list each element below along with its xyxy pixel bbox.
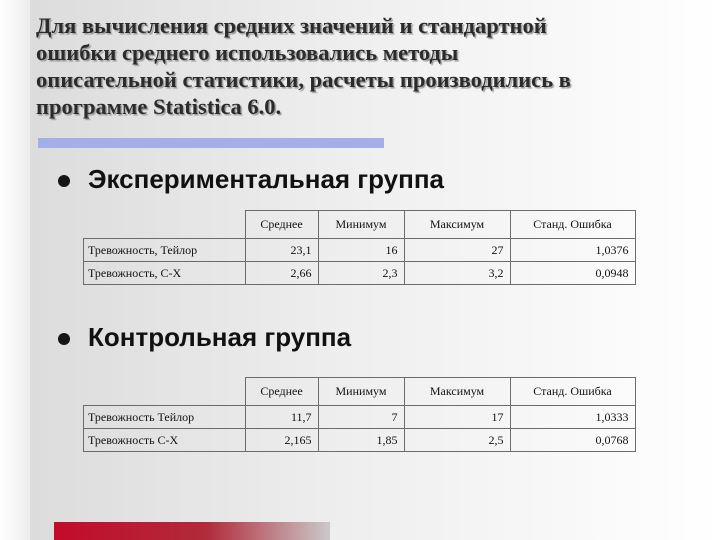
cell-mean: 2,66	[245, 262, 318, 285]
title-line-2: ошибки среднего использовались методы	[36, 40, 459, 65]
table-corner-cell	[84, 211, 246, 239]
cell-mean: 2,165	[245, 429, 318, 452]
column-header: Станд. Ошибка	[510, 211, 635, 239]
column-header: Максимум	[404, 378, 510, 406]
experimental-group-table	[83, 210, 636, 285]
cell-min: 2,3	[318, 262, 404, 285]
cell-min: 1,85	[318, 429, 404, 452]
experimental-group-heading: Экспериментальная группа	[88, 164, 445, 194]
table-row	[84, 239, 636, 262]
cell-std-error: 0,0948	[510, 262, 635, 285]
column-header: Минимум	[318, 378, 404, 406]
cell-max: 27	[404, 239, 510, 262]
row-label: Тревожность С-Х	[84, 429, 246, 452]
slide-title	[36, 12, 676, 120]
cell-max: 3,2	[404, 262, 510, 285]
control-group-table	[83, 377, 636, 452]
left-margin-strip	[0, 0, 30, 540]
cell-std-error: 0,0768	[510, 429, 635, 452]
row-label: Тревожность, С-Х	[84, 262, 246, 285]
column-header: Максимум	[404, 211, 510, 239]
table-corner-cell	[84, 378, 246, 406]
bullet-icon	[58, 333, 70, 345]
row-label: Тревожность, Тейлор	[84, 239, 246, 262]
title-accent-bar	[38, 138, 384, 148]
column-header: Среднее	[245, 211, 318, 239]
title-line-1: Для вычисления средних значений и стандартной	[36, 13, 547, 38]
column-header: Станд. Ошибка	[510, 378, 635, 406]
column-header: Минимум	[318, 211, 404, 239]
cell-max: 17	[404, 406, 510, 429]
bottom-accent-bar	[54, 522, 330, 540]
table-row	[84, 262, 636, 285]
cell-std-error: 1,0333	[510, 406, 635, 429]
cell-min: 7	[318, 406, 404, 429]
cell-min: 16	[318, 239, 404, 262]
cell-mean: 23,1	[245, 239, 318, 262]
title-line-4: программе Statistica 6.0.	[36, 94, 282, 119]
cell-std-error: 1,0376	[510, 239, 635, 262]
column-header: Среднее	[245, 378, 318, 406]
table-header-row	[84, 211, 636, 239]
title-line-3: описательной статистики, расчеты производились в	[36, 67, 571, 92]
row-label: Тревожность Тейлор	[84, 406, 246, 429]
cell-max: 2,5	[404, 429, 510, 452]
control-group-heading: Контрольная группа	[88, 322, 352, 352]
cell-mean: 11,7	[245, 406, 318, 429]
table-row	[84, 429, 636, 452]
table-header-row	[84, 378, 636, 406]
bullet-icon	[58, 175, 70, 187]
table-row	[84, 406, 636, 429]
